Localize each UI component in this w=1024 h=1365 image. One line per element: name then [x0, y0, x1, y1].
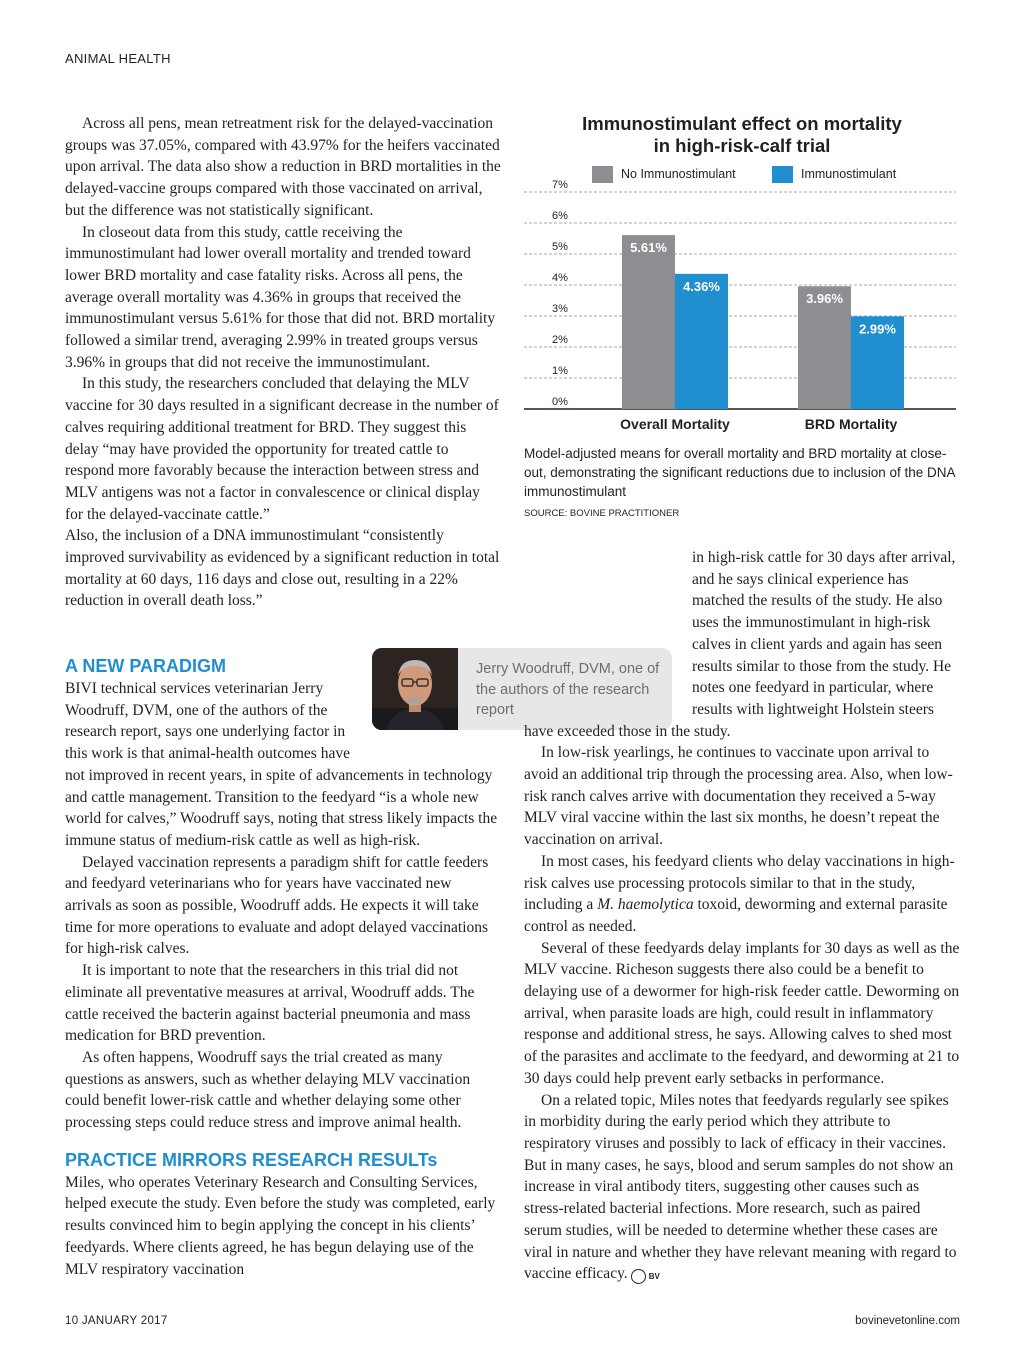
bar-value-label: 4.36% — [683, 278, 720, 294]
chart-title-line: in high-risk-calf trial — [653, 135, 831, 156]
text-run: On a related topic, Miles notes that feedyards regularly see spikes in morbidity during the early period which they attribute to respiratory viruses and possibly to lack of efficacy in their vaccines. But in many cases, he says, blood and serum samples do not show an increase in viral antibody titers, suggesting other causes such as stress-related bacterial infections. More research, such as paired serum studies, will be needed to determine whether these cases are viral in nature and whether they have relevant meaning with regard to vaccine efficacy. — [524, 1091, 957, 1283]
body-paragraph: In this study, the researchers concluded that delaying the MLV vaccine for 30 days resulted in a significant decrease in the number of calves requiring additional treatment for BRD. They suggest this delay “may have provided the opportunity for treated cattle to respond more favorably because the interaction between stress and MLV antigens was not a factor in convalescence or clinical display for the delayed-vaccinate cattle.” — [65, 375, 499, 523]
y-tick-label: 3% — [552, 303, 568, 315]
footer-website: bovinevetonline.com — [855, 1315, 960, 1327]
body-paragraph: In low-risk yearlings, he continues to vaccinate upon arrival to avoid an additional trip through the processing area. Also, when low-risk ranch calves arrive with documentation they received a 5-way MLV viral vaccine within the last six months, he doesn’t repeat the vaccination on arrival. — [524, 744, 953, 849]
bar-value-label: 5.61% — [630, 240, 667, 256]
bar-chart — [524, 180, 960, 436]
text-run: toxoid, deworming and external parasite control as needed. — [524, 896, 948, 935]
y-tick-label: 1% — [552, 365, 568, 377]
text-run: In most cases, his feedyard clients who delay vaccinations in high-risk calves use processing protocols similar to that in the study, including a — [524, 852, 955, 914]
bar-no-immunostimulant — [622, 235, 675, 409]
x-category-label: Overall Mortality — [620, 416, 730, 432]
body-paragraph — [524, 851, 960, 938]
subhead-practice: PRACTICE MIRRORS RESEARCH RESULTs — [65, 1149, 438, 1170]
chart-title — [524, 113, 960, 157]
bar-immunostimulant — [675, 274, 728, 409]
body-paragraph: Delayed vaccination represents a paradigm shift for cattle feeders and feedyard veterinarians who for years have vaccinated new arrivals as soon as possible, Woodruff adds. He expects it will take time for more operations to evaluate and adopt delayed vaccinations for high-risk calves. — [65, 853, 489, 958]
body-paragraph: in high-risk cattle for 30 days after arrival, and he says clinical experience has matched the results of the study. He also uses the immunostimulant in high-risk calves in client yards and again has seen results similar to those from the study. He notes one feedyard in particular, where results with lightweight Holstein steers have exceeded those in the study. — [524, 549, 956, 740]
chart-source: SOURCE: BOVINE PRACTITIONER — [524, 508, 680, 519]
legend-label: Immunostimulant — [801, 166, 897, 181]
body-paragraph: As often happens, Woodruff says the trial created as many questions as answers, such as whether delaying MLV vaccination could benefit lower-risk cattle and whether delaying some other processing steps could reduce stress and improve animal health. — [65, 1048, 471, 1132]
right-column — [524, 547, 960, 1285]
body-paragraph: BIVI technical services veterinarian Jerry Woodruff, DVM, one of the authors of the research report, says one underlying factor in this work is that animal-health outcomes have not improved in recent years, in spite of advancements in technology and cattle management. Transition to the feedyard “is a whole new world for calves,” Woodruff says, noting that stress likely impacts the immune status of medium-risk cattle as well as high-risk. — [65, 680, 498, 849]
portrait-illustration — [372, 648, 458, 730]
body-paragraph: Several of these feedyards delay implants for 30 days as well as the MLV vaccine. Richeson suggests there also could be a benefit to delaying use of a dewormer for high-risk feeder cattle. Deworming on arrival, when parasite loads are high, could result in inflammatory response and additional stress, he says. Allowing calves to shed most of the parasites and acclimate to the feedyard, and deworming at 21 to 30 days could help prevent early setbacks in performance. — [524, 939, 960, 1087]
body-paragraph: It is important to note that the researchers in this trial did not eliminate all preventative measures at arrival, Woodruff adds. The cattle received the bacterin against bacterial pneumonia and mass medication for BRD prevention. — [65, 962, 475, 1045]
subhead-new-paradigm: A NEW PARADIGM — [65, 656, 226, 676]
end-mark-icon: BV — [631, 1269, 646, 1284]
species-name: M. haemolytica — [597, 896, 694, 914]
body-paragraph: Across all pens, mean retreatment risk for the delayed-vaccination groups was 37.05%, compared with 43.97% for the heifers vaccinated upon arrival. The data also show a reduction in BRD mortalities in the delayed-vaccine groups compared with those vaccinated on arrival, but the difference was not statistically significant. — [65, 115, 501, 219]
author-photo — [372, 648, 458, 730]
x-category-label: BRD Mortality — [804, 416, 898, 432]
footer-page-date: 10 JANUARY 2017 — [65, 1315, 168, 1327]
bar-value-label: 3.96% — [806, 291, 843, 307]
chart-caption: Model-adjusted means for overall mortality and BRD mortality at close-out, demonstrating the significant reductions due to inclusion of the DNA immunostimulant — [524, 446, 955, 499]
left-column-top — [65, 113, 501, 612]
y-tick-label: 7% — [552, 180, 568, 191]
y-tick-label: 5% — [552, 241, 568, 253]
bar-value-label: 2.99% — [859, 321, 896, 337]
left-column-bottom — [65, 654, 501, 1280]
y-tick-label: 2% — [552, 334, 568, 346]
y-tick-label: 0% — [552, 396, 568, 408]
section-label: ANIMAL HEALTH — [65, 51, 171, 66]
callout-caption: Jerry Woodruff, DVM, one of the authors of the research report — [476, 661, 660, 718]
callout-wrap-space — [524, 633, 692, 719]
body-paragraph: In closeout data from this study, cattle receiving the immunostimulant had lower overall mortality and trended toward lower BRD mortality and case fatality risks. Across all pens, the average overall mortality was 4.36% in groups that received the immunostimulant versus 5.61% for those that did not. BRD mortality followed a similar trend, averaging 2.99% in treated groups versus 3.96% in groups that did not receive the immunostimulant. — [65, 223, 496, 371]
legend-label: No Immunostimulant — [621, 166, 736, 181]
body-paragraph: Also, the inclusion of a DNA immunostimulant “consistently improved survivability as evidenced by a significant reduction in total mortality at 60 days, 116 days and close out, resulting in a 22% reduction in overall death loss.” — [65, 527, 500, 610]
body-paragraph — [524, 1090, 960, 1285]
y-tick-label: 4% — [552, 272, 568, 284]
chart-title-line: Immunostimulant effect on mortality — [582, 113, 902, 134]
body-paragraph: Miles, who operates Veterinary Research and Consulting Services, helped execute the study. Even before the study was completed, early results convinced him to begin applying the concept in his clients’ feedyards. Where clients agreed, he has begun delaying use of the MLV respiratory vaccination — [65, 1173, 496, 1278]
y-tick-label: 6% — [552, 210, 568, 222]
